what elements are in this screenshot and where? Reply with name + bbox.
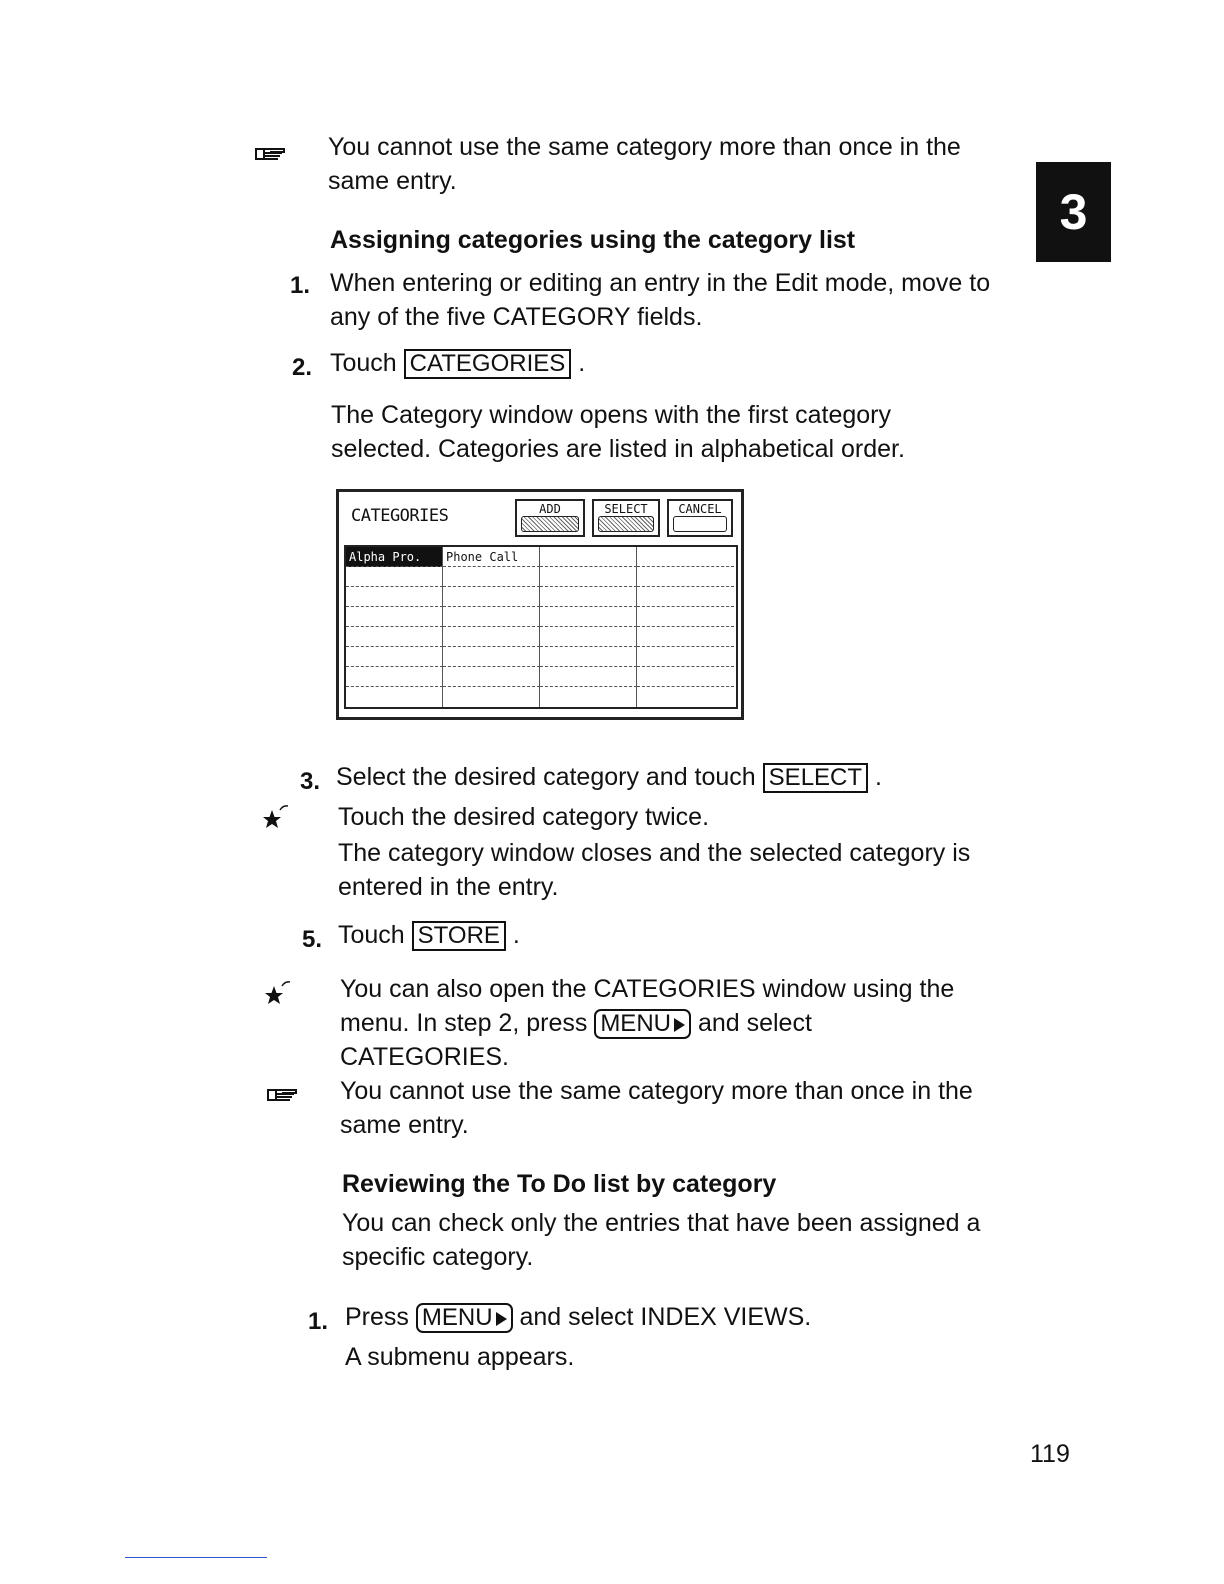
category-cell[interactable] bbox=[346, 627, 443, 647]
step-3-suffix: . bbox=[875, 763, 882, 791]
new-icon bbox=[521, 516, 579, 532]
category-cell[interactable] bbox=[540, 607, 637, 627]
category-cell[interactable] bbox=[346, 667, 443, 687]
menu-key[interactable] bbox=[416, 1303, 513, 1333]
category-cell[interactable] bbox=[443, 607, 540, 627]
step-2-description: The Category window opens with the first category selected. Categories are listed in alphabetical order. bbox=[331, 401, 905, 463]
page-number: 119 bbox=[1030, 1440, 1070, 1468]
categories-key[interactable]: CATEGORIES bbox=[404, 349, 572, 379]
note-text-2: You cannot use the same category more than once in the same entry. bbox=[340, 1077, 973, 1139]
tip-text-2 bbox=[340, 972, 1020, 1074]
category-cell[interactable] bbox=[540, 687, 637, 707]
step-number-5: 5. bbox=[302, 926, 323, 953]
category-cell[interactable] bbox=[637, 687, 734, 707]
category-cell-phone-call[interactable]: Phone Call bbox=[443, 547, 540, 567]
category-cell[interactable] bbox=[540, 587, 637, 607]
step-number-1-reviewing: 1. bbox=[308, 1308, 329, 1335]
step-text-5 bbox=[338, 918, 520, 952]
category-cell[interactable] bbox=[443, 687, 540, 707]
section-2-description: You can check only the entries that have been assigned a specific category. bbox=[342, 1209, 981, 1271]
store-key[interactable]: STORE bbox=[412, 921, 506, 951]
category-grid bbox=[344, 545, 738, 709]
tip-2-line-2-prefix: menu. In step 2, press bbox=[340, 1009, 588, 1037]
category-cell[interactable] bbox=[346, 607, 443, 627]
play-triangle-icon bbox=[674, 1018, 685, 1032]
note-text-1: You cannot use the same category more than once in the same entry. bbox=[328, 133, 961, 195]
step-2-suffix: . bbox=[578, 349, 586, 377]
step-4-description: The category window closes and the selected category is entered in the entry. bbox=[338, 839, 971, 901]
menu-key-label: MENU bbox=[421, 1304, 493, 1331]
category-cell[interactable] bbox=[637, 587, 734, 607]
cancel-button-label: CANCEL bbox=[678, 502, 722, 516]
chapter-tab: 3 bbox=[1036, 162, 1111, 262]
category-cell[interactable] bbox=[346, 687, 443, 707]
category-cell[interactable] bbox=[443, 567, 540, 587]
reviewing-step-prefix: Press bbox=[345, 1303, 409, 1331]
step-5-prefix: Touch bbox=[338, 921, 405, 949]
cancel-button[interactable] bbox=[667, 499, 733, 537]
category-cell[interactable] bbox=[443, 667, 540, 687]
tip-2-line-3: CATEGORIES. bbox=[340, 1043, 510, 1071]
return-arrow-icon bbox=[673, 516, 727, 532]
section-heading-assigning: Assigning categories using the category list bbox=[330, 226, 856, 254]
category-cell[interactable] bbox=[346, 647, 443, 667]
category-cell-alpha-pro[interactable]: Alpha Pro. bbox=[346, 547, 443, 567]
category-cell[interactable] bbox=[443, 587, 540, 607]
play-triangle-icon bbox=[496, 1312, 507, 1326]
screen-title: CATEGORIES bbox=[351, 506, 449, 526]
footer-rule bbox=[125, 1557, 267, 1558]
category-cell[interactable] bbox=[637, 607, 734, 627]
tip-2-line-2-suffix: and select bbox=[697, 1009, 812, 1037]
category-cell[interactable] bbox=[637, 667, 734, 687]
category-cell[interactable] bbox=[443, 627, 540, 647]
category-cell[interactable] bbox=[346, 567, 443, 587]
menu-key-label: MENU bbox=[600, 1010, 671, 1037]
select-button-label: SELECT bbox=[604, 502, 648, 516]
reviewing-step-suffix: and select INDEX VIEWS. bbox=[519, 1303, 812, 1331]
tip-2-line-2 bbox=[340, 1006, 1020, 1040]
category-cell[interactable] bbox=[346, 587, 443, 607]
category-cell[interactable] bbox=[443, 647, 540, 667]
step-2-prefix: Touch bbox=[330, 349, 397, 377]
submenu-description: A submenu appears. bbox=[345, 1343, 575, 1371]
step-number-1: 1. bbox=[290, 272, 311, 299]
step-text-1: When entering or editing an entry in the Edit mode, move to any of the five CATEGORY fields. bbox=[330, 269, 991, 331]
enter-icon bbox=[598, 516, 654, 532]
category-window-screen bbox=[336, 489, 744, 720]
category-cell[interactable] bbox=[540, 567, 637, 587]
select-button[interactable] bbox=[592, 499, 660, 537]
tip-2-line-1: You can also open the CATEGORIES window using the bbox=[340, 975, 955, 1003]
menu-key[interactable] bbox=[594, 1009, 691, 1039]
step-5-suffix: . bbox=[512, 921, 520, 949]
category-cell[interactable] bbox=[540, 547, 637, 567]
step-text-3 bbox=[336, 760, 882, 794]
step-text-1-reviewing bbox=[345, 1300, 811, 1334]
category-cell[interactable] bbox=[637, 627, 734, 647]
section-heading-reviewing: Reviewing the To Do list by category bbox=[342, 1170, 777, 1198]
step-3-prefix: Select the desired category and touch bbox=[336, 763, 756, 791]
category-cell[interactable] bbox=[540, 647, 637, 667]
step-text-2 bbox=[330, 346, 585, 380]
pointing-hand-note-icon bbox=[254, 143, 288, 163]
step-number-3: 3. bbox=[300, 768, 321, 795]
step-number-2: 2. bbox=[292, 354, 313, 381]
star-tip-icon bbox=[264, 980, 292, 1008]
category-cell[interactable] bbox=[540, 667, 637, 687]
category-cell[interactable] bbox=[637, 547, 734, 567]
select-key[interactable]: SELECT bbox=[763, 763, 868, 793]
star-tip-icon bbox=[262, 804, 290, 832]
category-cell[interactable] bbox=[540, 627, 637, 647]
tip-text-1: Touch the desired category twice. bbox=[338, 803, 710, 831]
add-button[interactable] bbox=[515, 499, 585, 537]
add-button-label: ADD bbox=[539, 502, 561, 516]
category-cell[interactable] bbox=[637, 647, 734, 667]
pointing-hand-note-icon bbox=[266, 1084, 300, 1104]
category-cell[interactable] bbox=[637, 567, 734, 587]
